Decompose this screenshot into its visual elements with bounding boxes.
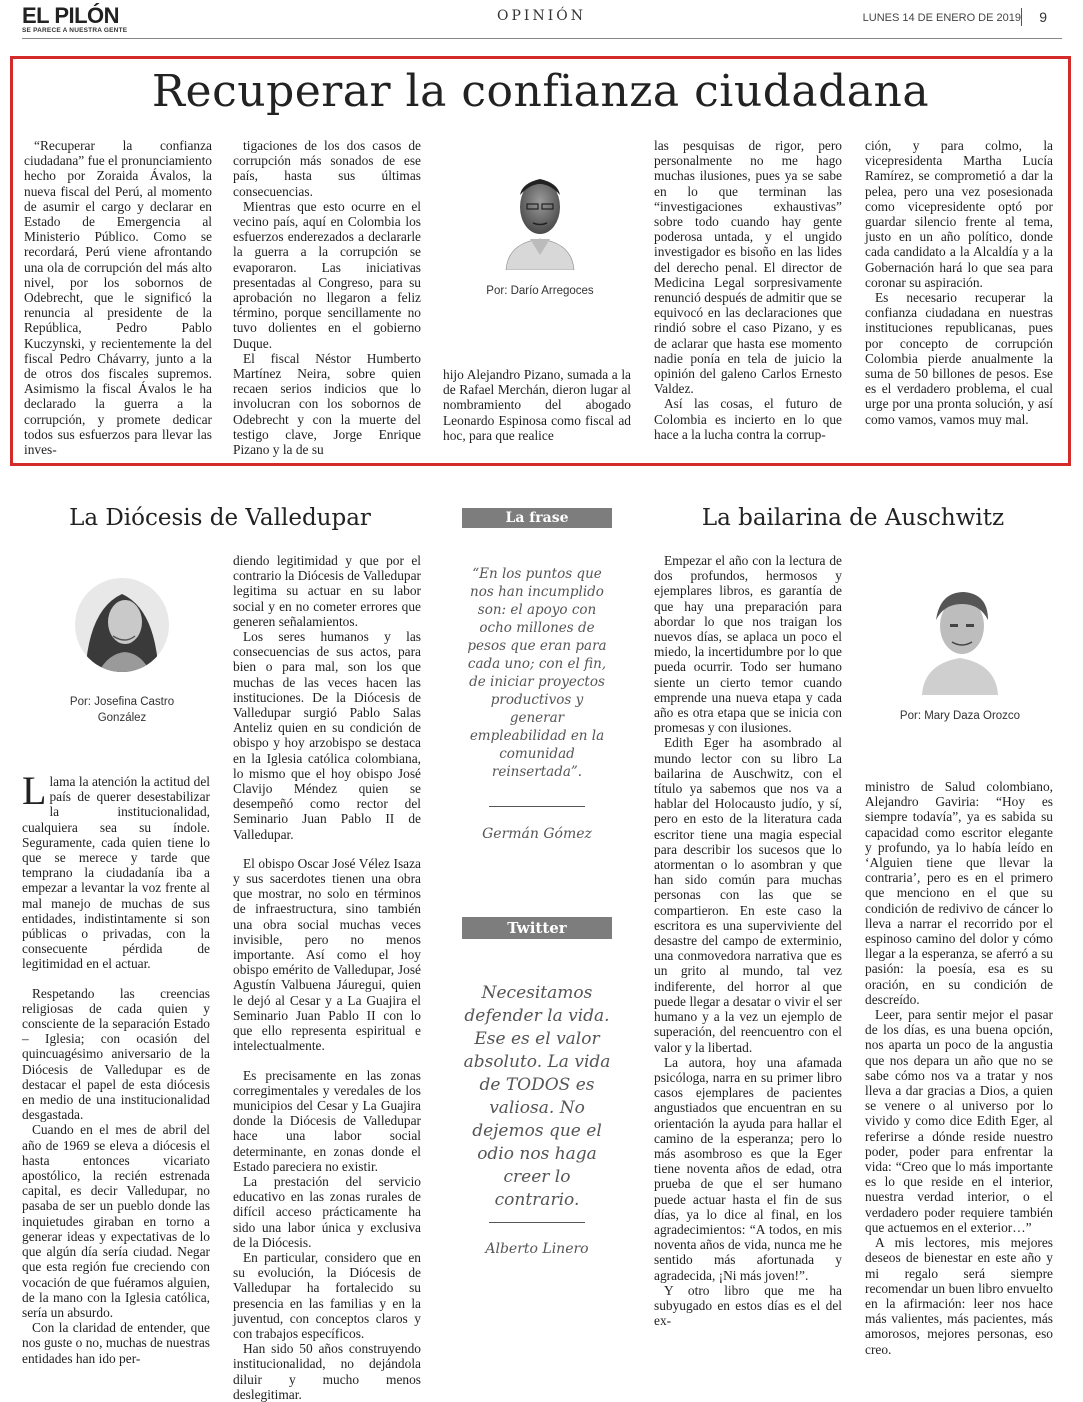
main-article-byline: Por: Darío Arregoces — [486, 285, 594, 297]
main-article-col-1 — [24, 138, 212, 457]
paragraph: La prestación del servicio educativo en las zonas rurales de difícil acceso prácticamente ha sido una labor única y exclusiva de la Diócesis. — [233, 1173, 421, 1250]
paragraph: diendo legitimidad y que por el contrario la Diócesis de Valledupar legitima su actuar en su labor social y en no cometer errores que generen señalamientos. — [233, 553, 421, 629]
paragraph: Edith Eger ha asombrado al mundo lector con su libro La bailarina de Auschwitz, con el título ya sabemos que nos va a hablar del Holocausto judío, y sí, pero en esto de la literatura cada escritor tiene una magia especial para describir los sucesos que lo atormentan o lo asombran y que han sido común para muchas personas con las que se compartieron. En este caso la escritora es una superviviente del desastre del campo de exterminio, una conmovedora narrativa que es un grito al mundo, tal vez indiferente, del horror al que puede llegar a desatar o vivir el ser humano y a la vez un ejemplo de superación, del reencuentro con el valor y la libertad. — [654, 735, 842, 1055]
paragraph: Es necesario recuperar la confianza ciudadana en nuestras instituciones republicanas, pues por concepto de corrupción Colombia pierde anualmente la suma de 50 billones de pesos. Ese es el verdadero problema, el cual urge por una pronta solución, y así como vamos, vamos muy mal. — [865, 290, 1053, 427]
author-portrait-icon — [910, 580, 1010, 695]
paragraph: Es precisamente en las zonas corregimentales y veredales de los municipios del Cesar y La Guajira donde la Diócesis de Valledupar hace una labor social determinante, en zonas donde el Estado pareciera no existir. — [233, 1067, 421, 1174]
right-article-byline: Por: Mary Daza Orozco — [899, 710, 1021, 722]
header-divider — [1021, 8, 1022, 26]
paragraph: las pesquisas de rigor, pero personalmente no me hago muchas ilusiones, pues ya se sabe en lo que terminan las “investigaciones exhaustivas” sobre todo cuando hay gente poderosa untada, y el ungido investigador es bisoño en las lides del derecho penal. El director de Medicina Legal sorpresivamente renunció después de admitir que se equivocó en las declaraciones que rindió sobre el caso Pizano, y es de aclarar que hasta ese momento nadie ponía en tela de juicio la opinión del galeno Carlos Ernesto Valdez. — [654, 138, 842, 397]
issue-date: LUNES 14 DE ENERO DE 2019 — [862, 12, 1021, 24]
paragraph — [22, 768, 210, 972]
page-number: 9 — [1039, 9, 1047, 25]
left-article-title: La Diócesis de Valledupar — [69, 505, 371, 531]
twitter-quote: Necesitamos defender la vida. Ese es el valor absoluto. La vida de TODOS es valiosa. No dejemos que el odio nos haga creer lo contrario. — [463, 983, 611, 1210]
paragraph: Cuando en el mes de abril del año de 1969 se eleva a diócesis el hasta entonces vicariato apostólico, la recién estrenada capital, es decir Valledupar, no pasaba de ser un pueblo donde las inquietudes giraban en torno a generar ideas y expectativas de lo que algún día sería ciudad. Negar que esta región fue creciendo con vocación de que fuéramos alguien, de la mano con la Iglesia católica, sería un absurdo. — [22, 1122, 210, 1320]
main-article-title: Recuperar la confianza ciudadana — [151, 66, 930, 117]
la-frase-author: Germán Gómez — [482, 826, 592, 842]
paragraph: “Recuperar la confianza ciudadana” fue el pronunciamiento hecho por Zoraida Ávalos, la nueva fiscal del Perú, al momento de asumir el cargo y declarar en Estado de Emergencia al Ministerio Público. Como se recordará, Perú viene afrontando una ola de corrupción del más alto nivel, por los sobornos de Odebrecht, que le significó la renuncia al presidente de la República, Pedro Pablo Kuczynski, y recientemente la del fiscal Pedro Chávarry, junto a la de otros dos fiscales supremos. Asimismo la fiscal Ávalos le ha declarado la guerra a la corrupción, y promete dedicar todos sus esfuerzos para llevar las inves- — [24, 138, 212, 458]
masthead-tagline: SE PARECE A NUESTRA GENTE — [22, 27, 128, 34]
main-article-col-5 — [865, 138, 1053, 427]
paragraph: El fiscal Néstor Humberto Martínez Neira, sobre quien recaen serios indicios que lo involucran con los sobornos de Odebrecht y con la muerte del testigo clave, Jorge Enrique Pizano y la de su — [233, 350, 421, 458]
author-portrait-icon — [75, 570, 169, 680]
left-article-col-2 — [233, 553, 421, 1402]
paragraph: Los seres humanos y las consecuencias de sus actos, para bien o para mal, son los que muchas de las veces hacen las instituciones. De la Diócesis de Valledupar surgió Pablo Salas Anteliz quien en su condición de obispo y hoy arzobispo se destaca en la Iglesia católica colombiana, lo mismo que el hoy obispo José Clavijo Méndez quien se desempeñó como rector del Seminario Juan Pablo II de Valledupar. — [233, 629, 421, 842]
main-article-col-4 — [654, 138, 842, 442]
drop-cap: L — [22, 768, 47, 813]
paragraph-text: lama la atención la actitud del país de querer desestabilizar la institucionalidad, cualquiera sea su índole. Seguramente, cada quien tiene lo que se merece y tarde que temprano la ciudadanía iba a empezar a levantar la voz frente al mal manejo de muchas de sus entidades, indistintamente si son públicas o privadas, con la consecuente pérdida de legitimidad en el actuar. — [22, 774, 210, 972]
main-article-col-2 — [233, 138, 421, 457]
author-photo-arregoces — [500, 165, 580, 270]
paragraph: Respetando las creencias religiosas de cada quien y consciente de la separación Estado – Iglesia; con ocasión del quincuagésimo aniversario de la Diócesis de Valledupar es de destacar el papel de esta diócesis en medio de una institucionalidad desgastada. — [22, 985, 210, 1123]
author-photo-castro — [75, 570, 169, 680]
paragraph: Mientras que esto ocurre en el vecino país, aquí en Colombia los esfuerzos enderezados a declararle la guerra a la corrupción se evaporaron. Las iniciativas presentadas al Congreso, para su aprobación no llegaron a feliz término, porque sencillamente no tuvo dolientes en el gobierno Duque. — [233, 198, 421, 351]
paragraph: A mis lectores, mis mejores deseos de bienestar en este año y mi regalo será siempre recomendar un buen libro envuelto en la afirmación: leer nos hace más valientes, más pacientes, más amorosos, mejores personas, eso creo. — [865, 1235, 1053, 1357]
paragraph: Empezar el año con la lectura de dos profundos, hermosos y ejemplares libros, es garantía de que hay una preparación para abordar lo que nos traigan los nuevos días, se aplaca un poco el miedo, la incertidumbre por lo que pueda ocurrir. Todo ser humano siente un cierto temor cuando emprende una nueva etapa y cada año es otra etapa que se inicia con promesas y con ilusiones. — [654, 553, 842, 736]
right-article-col-1 — [654, 553, 842, 1328]
masthead-logo: EL PILÓN — [22, 3, 120, 28]
left-article-col-1 — [22, 768, 210, 1366]
paragraph: En particular, considero que en su evolución, la Diócesis de Valledupar ha fortalecido su presencia en las familias y en la juventud, con conceptos claros y con trabajos específicos. — [233, 1249, 421, 1341]
la-frase-quote: “En los puntos que nos han incumplido son: el apoyo con ocho millones de pesos que eran para cada uno; con el fin, de iniciar proyectos productivos y generar empleabilidad en la comunidad reinsertada”. — [467, 566, 607, 780]
paragraph: ción, y para colmo, la vicepresidenta Martha Lucía Ramírez, se comprometió a dar la pelea, pero una vez posesionada como vicepresidente optó por guardar silencio frente al tema, justo en un año político, donde cada candidato a la Alcaldía y a la Gobernación hará lo que sea para coronar su aspiración. — [865, 138, 1053, 290]
twitter-divider — [489, 1222, 585, 1223]
quote-divider — [489, 806, 585, 807]
right-article-col-2 — [865, 779, 1053, 1357]
paragraph: El obispo Oscar José Vélez Isaza y sus sacerdotes tienen una obra que mostrar, no solo en términos de infraestructura, sino también una obra social muchas veces invisible, pero no menos importante. Así como el hoy obispo emérito de Valledupar, José Agustín Valbuena Jáuregui, quien le dejó al Cesar y a La Guajira el Seminario Juan Pablo II con lo que ello representa espiritual e intelectualmente. — [233, 855, 421, 1054]
paragraph: Así las cosas, el futuro de Colombia es incierto en lo que hace a la lucha contra la corrup- — [654, 396, 842, 442]
paragraph: Con la claridad de entender, que nos guste o no, muchas de nuestras entidades han ido per- — [22, 1320, 210, 1366]
paragraph: tigaciones de los dos casos de corrupción más sonados de ese país, hasta sus últimas consecuencias. — [233, 138, 421, 199]
section-title: OPINIÓN — [497, 8, 586, 24]
paragraph: ministro de Salud colombiano, Alejandro Gaviria: “Hoy es siempre todavía”, ya es sabida su capacidad como escritor elegante y profundo, ya lo había leído en ‘Alguien tiene que llevar la contraria’, pero es en el primero que menciono en el que su condición de redivivo de cáncer lo lleva a narrar el recorrido por el espinoso camino del dolor y cómo llegar a la esperanza, se aferró a su pasión: la poesía, esa es su oración, en su condición de descreído. — [865, 779, 1053, 1007]
right-article-title: La bailarina de Auschwitz — [701, 505, 1005, 531]
la-frase-label: La frase — [462, 508, 612, 528]
author-portrait-icon — [500, 165, 580, 270]
author-photo-daza — [910, 580, 1010, 695]
left-article-byline: Por: Josefina Castro González — [69, 696, 175, 724]
paragraph: Y otro libro que me ha subyugado en estos días es el del ex- — [654, 1282, 842, 1329]
paragraph: Leer, para sentir mejor el pasar de los días, es una buena opción, nos aparta un poco de la angustia que nos depara un año que no se sabe cómo nos va a tratar y nos lleva a dar gracias a Dios, a quien se venere o al universo por lo vivido y como dice Edith Eger, al referirse a dónde reside nuestro poder, poder para enfrentar la vida: “Creo que lo más importante es lo que reside en el interior, nuestra verdad interior, o el verdadero poder requiere también que actuemos en el exterior…” — [865, 1007, 1053, 1235]
paragraph: La autora, hoy una afamada psicóloga, narra en su primer libro casos ejemplares de pacientes angustiados que encuentran en su orientación la ayuda para hallar el camino de la esperanza; pero lo más asombroso es que la Eger tiene noventa años de edad, otra prueba de que el ser humano puede actuar hasta el fin de sus días, ya lo dice al final, en los agradecimientos: “A todos, en mis noventa años de vida, nunca me he sentido más afortunada y agradecida, ¡Ni más joven!”. — [654, 1054, 842, 1283]
twitter-label: Twitter — [462, 917, 612, 939]
main-article-col-3 — [443, 367, 631, 443]
twitter-author: Alberto Linero — [485, 1241, 589, 1257]
header-rule — [22, 38, 1062, 39]
paragraph: hijo Alejandro Pizano, sumada a la de Rafael Merchán, dieron lugar al nombramiento del abogado Leonardo Espinosa como fiscal ad hoc, para que realice — [443, 367, 631, 443]
paragraph: Han sido 50 años construyendo institucionalidad, no dejándola diluir y mucho menos deslegitimar. — [233, 1341, 421, 1402]
